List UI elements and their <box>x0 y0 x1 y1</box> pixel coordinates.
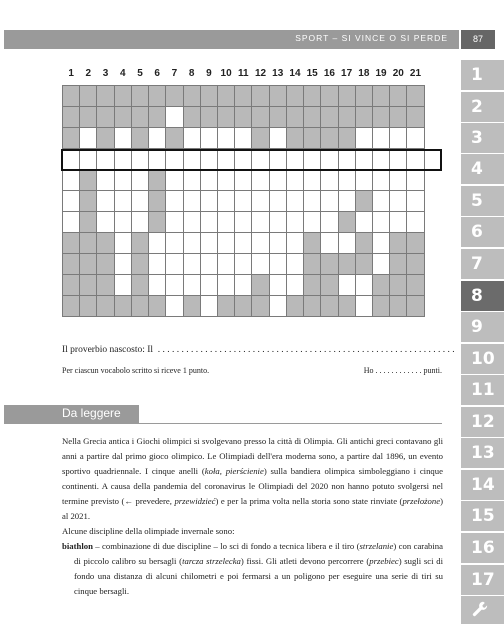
grid-cell[interactable] <box>200 296 217 317</box>
chapter-tab-12[interactable]: 12 <box>461 407 504 437</box>
grid-cell-shaded[interactable] <box>80 170 97 191</box>
grid-cell-shaded[interactable] <box>390 296 407 317</box>
grid-cell-shaded[interactable] <box>80 107 97 128</box>
grid-cell[interactable] <box>131 170 148 191</box>
grid-cell[interactable] <box>217 170 234 191</box>
column-number: 21 <box>407 61 424 86</box>
grid-cell[interactable] <box>286 254 303 275</box>
grid-cell[interactable] <box>355 170 372 191</box>
grid-cell-shaded[interactable] <box>80 233 97 254</box>
grid-cell-shaded[interactable] <box>321 254 338 275</box>
grid-cell[interactable] <box>269 128 286 149</box>
grid-cell[interactable] <box>217 212 234 233</box>
grid-cell[interactable] <box>321 170 338 191</box>
grid-cell[interactable] <box>252 233 269 254</box>
grid-cell-shaded[interactable] <box>166 86 183 107</box>
grid-cell-shaded[interactable] <box>252 107 269 128</box>
grid-cell[interactable] <box>217 191 234 212</box>
grid-cell-shaded[interactable] <box>131 275 148 296</box>
grid-cell[interactable] <box>355 275 372 296</box>
grid-cell-shaded[interactable] <box>390 254 407 275</box>
grid-cell-shaded[interactable] <box>149 191 166 212</box>
grid-cell-shaded[interactable] <box>372 275 389 296</box>
grid-cell-shaded[interactable] <box>355 107 372 128</box>
grid-cell[interactable] <box>97 170 114 191</box>
grid-cell-shaded[interactable] <box>235 86 252 107</box>
grid-cell[interactable] <box>407 170 424 191</box>
grid-cell[interactable] <box>183 170 200 191</box>
column-number: 15 <box>304 61 321 86</box>
chapter-tab-4[interactable]: 4 <box>461 154 504 184</box>
grid-cell[interactable] <box>321 212 338 233</box>
grid-cell[interactable] <box>390 128 407 149</box>
grid-cell-shaded[interactable] <box>304 296 321 317</box>
reading-text <box>62 434 443 599</box>
grid-cell[interactable] <box>304 212 321 233</box>
chapter-tab-7[interactable]: 7 <box>461 249 504 279</box>
grid-cell[interactable] <box>200 128 217 149</box>
grid-cell[interactable] <box>166 233 183 254</box>
grid-cell[interactable] <box>407 128 424 149</box>
grid-cell-shaded[interactable] <box>114 86 131 107</box>
chapter-tab-16[interactable]: 16 <box>461 533 504 563</box>
grid-cell[interactable] <box>372 170 389 191</box>
grid-cell[interactable] <box>269 275 286 296</box>
grid-cell-shaded[interactable] <box>407 275 424 296</box>
grid-cell[interactable] <box>114 254 131 275</box>
grid-cell[interactable] <box>217 128 234 149</box>
grid-cell-shaded[interactable] <box>97 275 114 296</box>
grid-cell[interactable] <box>166 254 183 275</box>
grid-cell[interactable] <box>183 128 200 149</box>
grid-cell[interactable] <box>269 296 286 317</box>
column-number: 17 <box>338 61 355 86</box>
grid-cell[interactable] <box>166 191 183 212</box>
grid-cell[interactable] <box>114 128 131 149</box>
grid-cell-shaded[interactable] <box>390 107 407 128</box>
proverb-row-highlight <box>61 149 442 171</box>
grid-cell-shaded[interactable] <box>407 296 424 317</box>
score-label: Ho <box>363 366 374 375</box>
grid-cell[interactable] <box>80 128 97 149</box>
grid-cell[interactable] <box>235 275 252 296</box>
grid-cell-shaded[interactable] <box>390 86 407 107</box>
grid-cell[interactable] <box>269 212 286 233</box>
grid-cell-shaded[interactable] <box>286 296 303 317</box>
grid-cell[interactable] <box>200 275 217 296</box>
grid-cell[interactable] <box>166 212 183 233</box>
grid-cell-shaded[interactable] <box>355 191 372 212</box>
grid-row <box>63 170 425 191</box>
chapter-tab-17[interactable]: 17 <box>461 565 504 595</box>
grid-cell[interactable] <box>131 191 148 212</box>
term-biathlon: biathlon <box>62 541 93 551</box>
grid-cell[interactable] <box>183 275 200 296</box>
grid-cell-shaded[interactable] <box>372 107 389 128</box>
grid-cell-shaded[interactable] <box>338 212 355 233</box>
grid-cell[interactable] <box>217 254 234 275</box>
grid-cell[interactable] <box>372 191 389 212</box>
proverb-label: Il proverbio nascosto: Il <box>62 345 154 355</box>
grid-cell-shaded[interactable] <box>97 254 114 275</box>
grid-cell-shaded[interactable] <box>252 296 269 317</box>
grid-cell[interactable] <box>252 212 269 233</box>
grid-cell-shaded[interactable] <box>97 86 114 107</box>
column-number: 16 <box>321 61 338 86</box>
score-blank[interactable]: . . . . . . . . . . . . <box>375 366 424 375</box>
grid-cell-shaded[interactable] <box>390 233 407 254</box>
grid-cell[interactable] <box>149 254 166 275</box>
grid-cell[interactable] <box>149 233 166 254</box>
grid-cell-shaded[interactable] <box>63 233 80 254</box>
grid-cell-shaded[interactable] <box>338 296 355 317</box>
grid-cell-shaded[interactable] <box>372 296 389 317</box>
grid-cell-shaded[interactable] <box>372 86 389 107</box>
grid-cell-shaded[interactable] <box>355 233 372 254</box>
grid-cell[interactable] <box>390 212 407 233</box>
column-number: 2 <box>80 61 97 86</box>
grid-cell[interactable] <box>304 191 321 212</box>
grid-cell[interactable] <box>114 212 131 233</box>
grid-cell-shaded[interactable] <box>407 86 424 107</box>
grid-cell-shaded[interactable] <box>321 86 338 107</box>
grid-cell[interactable] <box>149 128 166 149</box>
grid-cell[interactable] <box>114 233 131 254</box>
definition-biathlon: biathlon – combinazione di due discipline – lo sci di fondo a tecnica libera e il tiro (strzelanie) con carabina di piccolo calibro su bersagli (tarcza strzelecka) fissi. Gli atleti devono percorrere (przebiec) sugli sci di fondo una distanza di alcuni chilometri e poi fermarsi a un poligono per eseguire una serie di tiri su cinque bersagli. <box>62 541 444 596</box>
grid-cell[interactable] <box>183 191 200 212</box>
grid-cell[interactable] <box>166 275 183 296</box>
grid-cell-shaded[interactable] <box>304 233 321 254</box>
grid-cell-shaded[interactable] <box>63 107 80 128</box>
grid-cell[interactable] <box>304 170 321 191</box>
column-number: 7 <box>166 61 183 86</box>
grid-row <box>63 107 425 128</box>
column-number: 14 <box>286 61 303 86</box>
grid-cell[interactable] <box>269 170 286 191</box>
grid-cell-shaded[interactable] <box>390 275 407 296</box>
grid-cell-shaded[interactable] <box>80 275 97 296</box>
grid-cell[interactable] <box>338 170 355 191</box>
grid-cell[interactable] <box>269 233 286 254</box>
grid-cell[interactable] <box>200 170 217 191</box>
chapter-tab-11[interactable]: 11 <box>461 375 504 405</box>
column-number: 10 <box>217 61 234 86</box>
chapter-tab-14[interactable]: 14 <box>461 470 504 500</box>
grid-cell-shaded[interactable] <box>269 107 286 128</box>
grid-cell-shaded[interactable] <box>114 296 131 317</box>
grid-cell-shaded[interactable] <box>149 86 166 107</box>
grid-cell-shaded[interactable] <box>355 254 372 275</box>
grid-cell-shaded[interactable] <box>338 128 355 149</box>
grid-cell-shaded[interactable] <box>217 86 234 107</box>
grid-cell-shaded[interactable] <box>80 191 97 212</box>
grid-row <box>63 128 425 149</box>
grid-cell-shaded[interactable] <box>235 107 252 128</box>
grid-cell[interactable] <box>200 233 217 254</box>
grid-row <box>63 191 425 212</box>
grid-cell[interactable] <box>235 212 252 233</box>
grid-cell-shaded[interactable] <box>286 86 303 107</box>
grid-cell-shaded[interactable] <box>200 107 217 128</box>
chapter-tab-3[interactable]: 3 <box>461 123 504 153</box>
grid-cell[interactable] <box>63 170 80 191</box>
grid-cell-shaded[interactable] <box>321 296 338 317</box>
page-number: 87 <box>461 30 495 49</box>
grid-cell[interactable] <box>407 191 424 212</box>
grid-cell[interactable] <box>217 275 234 296</box>
grid-cell[interactable] <box>235 170 252 191</box>
scoring-note: Per ciascun vocabolo scritto si riceve 1 punto. <box>62 366 210 375</box>
grid-cell[interactable] <box>286 170 303 191</box>
tools-tab[interactable] <box>461 596 504 624</box>
chapter-tab-15[interactable]: 15 <box>461 501 504 531</box>
grid-cell-shaded[interactable] <box>321 275 338 296</box>
grid-cell-shaded[interactable] <box>131 233 148 254</box>
grid-cell-shaded[interactable] <box>63 254 80 275</box>
grid-cell-shaded[interactable] <box>321 128 338 149</box>
column-number: 1 <box>63 61 80 86</box>
chapter-tab-13[interactable]: 13 <box>461 438 504 468</box>
grid-cell-shaded[interactable] <box>97 107 114 128</box>
grid-cell-shaded[interactable] <box>63 296 80 317</box>
column-numbers <box>63 61 425 86</box>
grid-cell-shaded[interactable] <box>252 128 269 149</box>
grid-cell[interactable] <box>372 233 389 254</box>
grid-cell-shaded[interactable] <box>407 254 424 275</box>
grid-cell[interactable] <box>390 191 407 212</box>
grid-cell[interactable] <box>269 191 286 212</box>
grid-cell[interactable] <box>338 275 355 296</box>
grid-row <box>63 233 425 254</box>
grid-cell[interactable] <box>166 296 183 317</box>
grid-cell-shaded[interactable] <box>304 275 321 296</box>
grid-cell[interactable] <box>114 170 131 191</box>
grid-cell[interactable] <box>166 107 183 128</box>
column-number: 12 <box>252 61 269 86</box>
grid-cell-shaded[interactable] <box>304 86 321 107</box>
grid-cell[interactable] <box>338 191 355 212</box>
grid-cell[interactable] <box>131 212 148 233</box>
score-suffix: punti. <box>423 366 442 375</box>
grid-cell[interactable] <box>286 275 303 296</box>
grid-cell[interactable] <box>166 170 183 191</box>
grid-row <box>63 254 425 275</box>
grid-cell[interactable] <box>372 254 389 275</box>
grid-cell[interactable] <box>286 191 303 212</box>
grid-cell-shaded[interactable] <box>97 233 114 254</box>
column-number: 13 <box>269 61 286 86</box>
grid-cell-shaded[interactable] <box>286 128 303 149</box>
grid-cell[interactable] <box>372 212 389 233</box>
grid-cell-shaded[interactable] <box>304 254 321 275</box>
column-number: 20 <box>390 61 407 86</box>
column-number: 9 <box>200 61 217 86</box>
grid-cell-shaded[interactable] <box>80 296 97 317</box>
grid-cell[interactable] <box>217 233 234 254</box>
paragraph-olympics: Nella Grecia antica i Giochi olimpici si svolgevano presso la città di Olimpia. Gli antichi greci contavano gli anni a partire dal primo gioco olimpico. Le Olimpiadi dell'era moderna sono, a partire dal 1896, un evento sportivo quadriennale. I cinque anelli (koła, pierścienie) sulla bandiera olimpica simboleggiano i cinque continenti. A causa della pandemia del coronavirus le Olimpiadi del 2020 non hanno potuto svolgersi nel termine previsto (← prevedere, przewidzieć) e per la prima volta nella storia sono state rinviate (przełożone) al 2021. <box>62 436 443 521</box>
grid-cell[interactable] <box>321 233 338 254</box>
grid-cell[interactable] <box>149 275 166 296</box>
grid-cell[interactable] <box>372 128 389 149</box>
chapter-tab-6[interactable]: 6 <box>461 217 504 247</box>
grid-cell[interactable] <box>286 212 303 233</box>
section-rule <box>139 423 442 424</box>
grid-cell[interactable] <box>183 254 200 275</box>
wrench-icon <box>471 600 489 618</box>
grid-row <box>63 86 425 107</box>
grid-cell-shaded[interactable] <box>114 107 131 128</box>
chapter-tab-2[interactable]: 2 <box>461 92 504 122</box>
grid-cell-shaded[interactable] <box>149 170 166 191</box>
column-number: 11 <box>235 61 252 86</box>
grid-cell[interactable] <box>183 212 200 233</box>
grid-cell-shaded[interactable] <box>235 296 252 317</box>
chapter-tab-10[interactable]: 10 <box>461 344 504 374</box>
grid-cell[interactable] <box>114 191 131 212</box>
grid-cell[interactable] <box>97 191 114 212</box>
grid-cell[interactable] <box>355 296 372 317</box>
column-number: 3 <box>97 61 114 86</box>
grid-cell[interactable] <box>338 233 355 254</box>
grid-row <box>63 296 425 317</box>
grid-cell[interactable] <box>183 233 200 254</box>
grid-cell[interactable] <box>355 128 372 149</box>
grid-cell[interactable] <box>269 254 286 275</box>
grid-cell-shaded[interactable] <box>63 128 80 149</box>
chapter-tab-9[interactable]: 9 <box>461 312 504 342</box>
grid-cell-shaded[interactable] <box>80 212 97 233</box>
paragraph-disciplines: Alcune discipline della olimpiade invernale sono: <box>62 526 235 536</box>
proverb-answer-blank[interactable]: . . . . . . . . . . . . . . . . . . . . . . . . . . . . . . . . . . . . . . . . . . . . . . . . . . . . . . . . . . . . . . . <box>155 345 455 355</box>
grid-cell[interactable] <box>63 212 80 233</box>
grid-cell-shaded[interactable] <box>200 86 217 107</box>
grid-cell-shaded[interactable] <box>217 107 234 128</box>
grid-cell[interactable] <box>63 191 80 212</box>
proverb-line <box>62 345 455 355</box>
grid-cell-shaded[interactable] <box>80 254 97 275</box>
grid-cell[interactable] <box>390 170 407 191</box>
grid-cell[interactable] <box>407 212 424 233</box>
grid-cell[interactable] <box>200 191 217 212</box>
grid-cell-shaded[interactable] <box>183 296 200 317</box>
grid-cell-shaded[interactable] <box>407 107 424 128</box>
grid-cell-shaded[interactable] <box>338 107 355 128</box>
column-number: 18 <box>355 61 372 86</box>
section-title: Da leggere <box>62 406 121 420</box>
grid-cell-shaded[interactable] <box>183 86 200 107</box>
grid-cell[interactable] <box>252 254 269 275</box>
grid-cell-shaded[interactable] <box>149 212 166 233</box>
column-number: 8 <box>183 61 200 86</box>
grid-cell-shaded[interactable] <box>131 128 148 149</box>
grid-cell-shaded[interactable] <box>166 128 183 149</box>
grid-cell-shaded[interactable] <box>304 107 321 128</box>
grid-cell-shaded[interactable] <box>217 296 234 317</box>
grid-cell-shaded[interactable] <box>338 254 355 275</box>
running-title: SPORT – SI VINCE O SI PERDE <box>295 33 448 43</box>
grid-cell-shaded[interactable] <box>131 86 148 107</box>
grid-cell-shaded[interactable] <box>80 86 97 107</box>
grid-cell-shaded[interactable] <box>149 107 166 128</box>
grid-cell[interactable] <box>252 191 269 212</box>
grid-cell-shaded[interactable] <box>97 296 114 317</box>
grid-row <box>63 212 425 233</box>
column-number: 19 <box>372 61 389 86</box>
column-number: 5 <box>131 61 148 86</box>
grid-row <box>63 275 425 296</box>
grid-cell[interactable] <box>321 191 338 212</box>
chapter-tab-8[interactable]: 8 <box>461 281 504 311</box>
grid-cell[interactable] <box>252 170 269 191</box>
grid-cell-shaded[interactable] <box>286 107 303 128</box>
column-number: 4 <box>114 61 131 86</box>
grid-cell-shaded[interactable] <box>131 254 148 275</box>
grid-cell[interactable] <box>114 275 131 296</box>
grid-cell-shaded[interactable] <box>131 296 148 317</box>
grid-cell[interactable] <box>355 212 372 233</box>
grid-cell[interactable] <box>286 233 303 254</box>
grid-cell-shaded[interactable] <box>63 86 80 107</box>
column-number: 6 <box>149 61 166 86</box>
grid-cell-shaded[interactable] <box>149 296 166 317</box>
grid-cell[interactable] <box>235 233 252 254</box>
grid-cell[interactable] <box>97 212 114 233</box>
grid-cell-shaded[interactable] <box>304 128 321 149</box>
grid-cell-shaded[interactable] <box>97 128 114 149</box>
grid-cell-shaded[interactable] <box>407 233 424 254</box>
score-line <box>364 366 442 375</box>
chapter-tab-1[interactable]: 1 <box>461 60 504 90</box>
grid-cell-shaded[interactable] <box>131 107 148 128</box>
grid-cell[interactable] <box>235 128 252 149</box>
grid-cell-shaded[interactable] <box>252 86 269 107</box>
grid-cell[interactable] <box>200 254 217 275</box>
grid-cell-shaded[interactable] <box>63 275 80 296</box>
grid-cell-shaded[interactable] <box>252 275 269 296</box>
crossword-grid <box>62 61 425 317</box>
grid-cell[interactable] <box>235 191 252 212</box>
grid-cell-shaded[interactable] <box>269 86 286 107</box>
chapter-tab-5[interactable]: 5 <box>461 186 504 216</box>
grid-cell[interactable] <box>235 254 252 275</box>
grid-cell-shaded[interactable] <box>338 86 355 107</box>
grid-cell-shaded[interactable] <box>321 107 338 128</box>
grid-cell-shaded[interactable] <box>183 107 200 128</box>
grid-cell[interactable] <box>200 212 217 233</box>
grid-cell-shaded[interactable] <box>355 86 372 107</box>
